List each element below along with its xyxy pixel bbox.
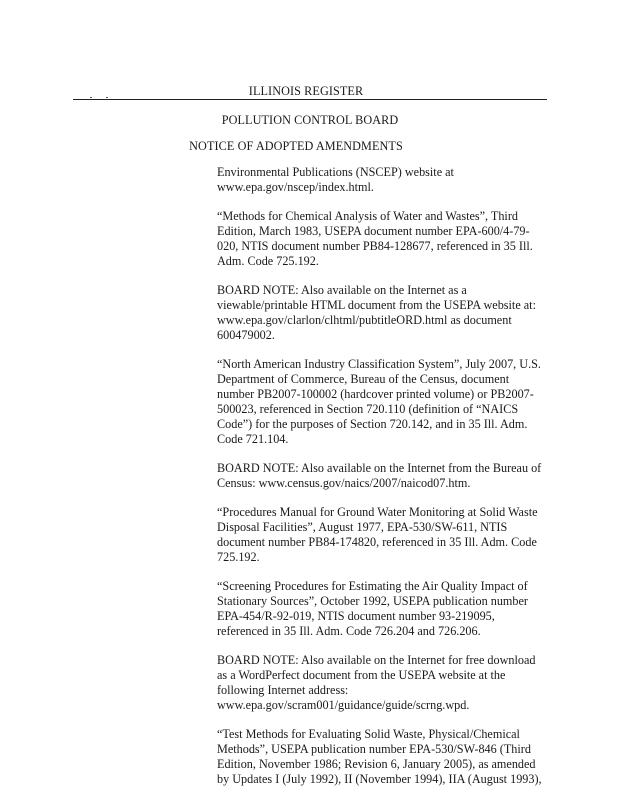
text-line: “Test Methods for Evaluating Solid Waste, Physical/Chemical bbox=[217, 727, 520, 741]
text-line: 020, NTIS document number PB84-128677, referenced in 35 Ill. bbox=[217, 239, 533, 253]
text-line: www.epa.gov/scram001/guidance/guide/scrng.wpd. bbox=[217, 698, 470, 712]
paragraph bbox=[217, 209, 552, 269]
text-line: document number PB84-174820, referenced in 35 Ill. Adm. Code bbox=[217, 535, 537, 549]
text-line: Code 721.104. bbox=[217, 432, 289, 446]
text-line: Methods”, USEPA publication number EPA-530/SW-846 (Third bbox=[217, 742, 531, 756]
text-line: “Methods for Chemical Analysis of Water and Wastes”, Third bbox=[217, 209, 518, 223]
paragraph bbox=[217, 653, 552, 713]
register-title: ILLINOIS REGISTER bbox=[248, 84, 364, 98]
text-line: Census: www.census.gov/naics/2007/naicod07.htm. bbox=[217, 476, 471, 490]
text-line: Edition, November 1986; Revision 6, January 2005), as amended bbox=[217, 757, 536, 771]
text-line: BOARD NOTE: Also available on the Internet from the Bureau of bbox=[217, 461, 542, 475]
paragraph bbox=[217, 505, 552, 565]
text-line: by Updates I (July 1992), II (November 1994), IIA (August 1993), bbox=[217, 772, 542, 786]
notice-title: NOTICE OF ADOPTED AMENDMENTS bbox=[189, 139, 403, 153]
text-line: EPA-454/R-92-019, NTIS document number 93-219095, bbox=[217, 609, 495, 623]
text-line: as a WordPerfect document from the USEPA website at the bbox=[217, 668, 506, 682]
text-line: 600479002. bbox=[217, 328, 275, 342]
header-rule bbox=[73, 99, 547, 100]
text-line: Code”) for the purposes of Section 720.142, and in 35 Ill. Adm. bbox=[217, 417, 528, 431]
paragraph bbox=[217, 579, 552, 639]
text-line: Environmental Publications (NSCEP) website at bbox=[217, 165, 454, 179]
text-line: referenced in 35 Ill. Adm. Code 726.204 and 726.206. bbox=[217, 624, 481, 638]
agency-name: POLLUTION CONTROL BOARD bbox=[221, 113, 399, 127]
paragraph bbox=[217, 727, 552, 787]
rule-mark bbox=[90, 97, 92, 98]
text-line: “Procedures Manual for Ground Water Monitoring at Solid Waste bbox=[217, 505, 538, 519]
paragraph bbox=[217, 283, 552, 343]
paragraph bbox=[217, 165, 552, 195]
text-line: Adm. Code 725.192. bbox=[217, 254, 319, 268]
text-line: BOARD NOTE: Also available on the Internet for free download bbox=[217, 653, 536, 667]
text-line: BOARD NOTE: Also available on the Internet as a bbox=[217, 283, 467, 297]
text-line: following Internet address: bbox=[217, 683, 349, 697]
text-line: viewable/printable HTML document from the USEPA website at: bbox=[217, 298, 536, 312]
text-line: Edition, March 1983, USEPA document number EPA-600/4-79- bbox=[217, 224, 530, 238]
text-line: Department of Commerce, Bureau of the Census, document bbox=[217, 372, 510, 386]
text-line: number PB2007-100002 (hardcover printed volume) or PB2007- bbox=[217, 387, 534, 401]
text-line: Disposal Facilities”, August 1977, EPA-530/SW-611, NTIS bbox=[217, 520, 508, 534]
paragraph bbox=[217, 357, 552, 447]
document-body bbox=[217, 165, 552, 801]
paragraph bbox=[217, 461, 552, 491]
text-line: “Screening Procedures for Estimating the Air Quality Impact of bbox=[217, 579, 528, 593]
text-line: Stationary Sources”, October 1992, USEPA publication number bbox=[217, 594, 528, 608]
rule-mark bbox=[106, 97, 108, 98]
text-line: 500023, referenced in Section 720.110 (definition of “NAICS bbox=[217, 402, 519, 416]
text-line: www.epa.gov/clarlon/clhtml/pubtitleORD.html as document bbox=[217, 313, 512, 327]
text-line: 725.192. bbox=[217, 550, 260, 564]
text-line: “North American Industry Classification System”, July 2007, U.S. bbox=[217, 357, 541, 371]
text-line: www.epa.gov/nscep/index.html. bbox=[217, 180, 374, 194]
